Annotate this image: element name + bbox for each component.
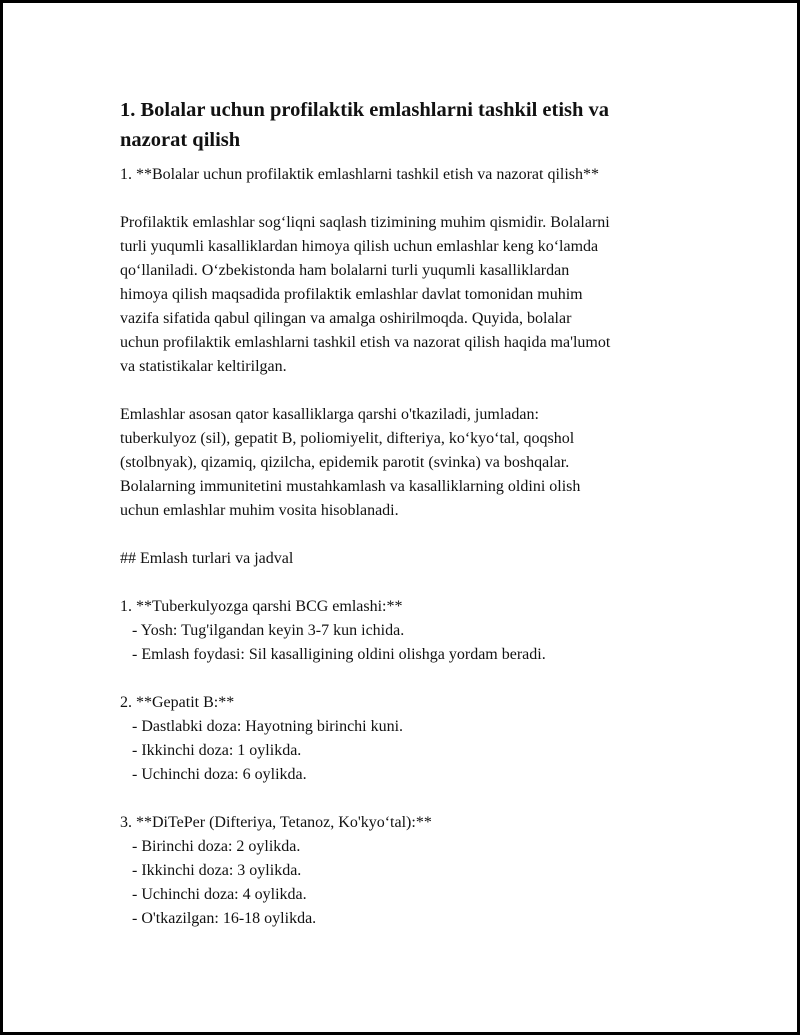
list-item: 2. **Gepatit B:**	[120, 694, 235, 711]
list-item: - Birinchi doza: 2 oylikda.	[120, 838, 301, 855]
paragraph-2-line: Bolalarning immunitetini mustahkamlash va kasalliklarning oldini olish	[120, 478, 581, 495]
document-title	[120, 95, 690, 155]
intro-line: 1. **Bolalar uchun profilaktik emlashlarni tashkil etish va nazorat qilish**	[120, 166, 599, 183]
paragraph-1-line: qo‘llaniladi. O‘zbekistonda ham bolalarni turli yuqumli kasalliklardan	[120, 262, 570, 279]
paragraph-1-line: Profilaktik emlashlar sog‘liqni saqlash tizimining muhim qismidir. Bolalarni	[120, 214, 610, 231]
vaccine-list-hepatitis-b	[120, 691, 690, 787]
list-item: - Emlash foydasi: Sil kasalligining oldini olishga yordam beradi.	[120, 646, 546, 663]
paragraph-2-line: uchun emlashlar muhim vosita hisoblanadi.	[120, 502, 399, 519]
list-item: - Ikkinchi doza: 1 oylikda.	[120, 742, 302, 759]
paragraph-1-line: himoya qilish maqsadida profilaktik emlashlar davlat tomonidan muhim	[120, 286, 583, 303]
title-line-1: 1. Bolalar uchun profilaktik emlashlarni tashkil etish va	[120, 99, 610, 121]
section-heading: ## Emlash turlari va jadval	[120, 550, 294, 567]
paragraph-1-line: va statistikalar keltirilgan.	[120, 358, 287, 375]
paragraph-1-line: vazifa sifatida qabul qilingan va amalga oshirilmoqda. Quyida, bolalar	[120, 310, 572, 327]
paragraph-2-line: tuberkulyoz (sil), gepatit B, poliomiyelit, difteriya, ko‘kyo‘tal, qoqshol	[120, 430, 575, 447]
paragraph-1-line: turli yuqumli kasalliklardan himoya qilish uchun emlashlar keng ko‘lamda	[120, 238, 599, 255]
list-item: - Uchinchi doza: 6 oylikda.	[120, 766, 307, 783]
paragraph-1	[120, 211, 690, 379]
paragraph-2-line: Emlashlar asosan qator kasalliklarga qarshi o'tkaziladi, jumladan:	[120, 406, 539, 423]
list-item: 3. **DiTePer (Difteriya, Tetanoz, Ko'kyo‘tal):**	[120, 814, 432, 831]
paragraph-2	[120, 403, 690, 523]
list-item: - Dastlabki doza: Hayotning birinchi kuni.	[120, 718, 404, 735]
document-content	[120, 95, 690, 931]
list-item: - O'tkazilgan: 16-18 oylikda.	[120, 910, 317, 927]
paragraph-2-line: (stolbnyak), qizamiq, qizilcha, epidemik parotit (svinka) va boshqalar.	[120, 454, 570, 471]
vaccine-list-ditepert	[120, 811, 690, 931]
vaccine-list-bcg	[120, 595, 690, 667]
list-item: - Yosh: Tug'ilgandan keyin 3-7 kun ichida.	[120, 622, 405, 639]
list-item: - Ikkinchi doza: 3 oylikda.	[120, 862, 302, 879]
list-item: - Uchinchi doza: 4 oylikda.	[120, 886, 307, 903]
list-item: 1. **Tuberkulyozga qarshi BCG emlashi:**	[120, 598, 403, 615]
paragraph-1-line: uchun profilaktik emlashlarni tashkil etish va nazorat qilish haqida ma'lumot	[120, 334, 611, 351]
title-line-2: nazorat qilish	[120, 129, 241, 151]
